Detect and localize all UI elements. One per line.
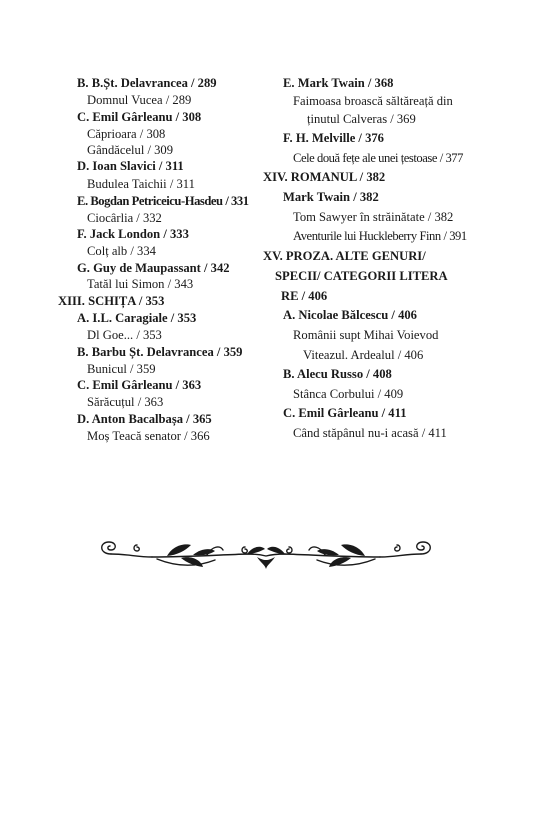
- section-heading: XIII. SCHIȚA / 353: [58, 294, 165, 308]
- toc-entry: Sărăcuțul / 363: [87, 395, 164, 409]
- toc-entry: Stânca Corbului / 409: [293, 387, 404, 401]
- toc-entry: Românii supt Mihai Voievod: [293, 328, 439, 342]
- toc-entry: Bunicul / 359: [87, 362, 156, 376]
- toc-entry: Cele două fețe ale unei țestoase / 377: [293, 151, 463, 165]
- toc-entry: ținutul Calveras / 369: [307, 112, 416, 126]
- floral-divider-icon: [97, 533, 435, 575]
- section-heading: SPECII/ CATEGORII LITERA: [275, 269, 448, 283]
- toc-entry: Când stăpânul nu-i acasă / 411: [293, 426, 447, 440]
- toc-entry: Gândăcelul / 309: [87, 143, 174, 157]
- toc-entry: Colț alb / 334: [87, 244, 156, 258]
- toc-entry: B. Barbu Șt. Delavrancea / 359: [77, 345, 243, 359]
- toc-entry: Ciocârlia / 332: [87, 211, 162, 225]
- toc-entry: Budulea Taichii / 311: [87, 177, 195, 191]
- toc-entry: Aventurile lui Huckleberry Finn / 391: [293, 229, 467, 243]
- section-heading: XV. PROZA. ALTE GENURI/: [263, 249, 426, 263]
- toc-entry: Domnul Vucea / 289: [87, 93, 192, 107]
- toc-entry: B. Alecu Russo / 408: [283, 367, 392, 381]
- toc-entry: C. Emil Gârleanu / 411: [283, 406, 407, 420]
- toc-entry: F. H. Melville / 376: [283, 131, 384, 145]
- toc-entry: E. Bogdan Petriceicu-Hasdeu / 331: [77, 194, 249, 208]
- toc-entry: E. Mark Twain / 368: [283, 76, 394, 90]
- section-heading: RE / 406: [281, 289, 328, 303]
- toc-entry: F. Jack London / 333: [77, 227, 189, 241]
- toc-entry: Moș Teacă senator / 366: [87, 429, 210, 443]
- toc-entry: Mark Twain / 382: [283, 190, 379, 204]
- toc-entry: B. B.Șt. Delavrancea / 289: [77, 76, 217, 90]
- toc-entry: Tatăl lui Simon / 343: [87, 277, 194, 291]
- toc-entry: G. Guy de Maupassant / 342: [77, 261, 230, 275]
- toc-entry: A. Nicolae Bălcescu / 406: [283, 308, 417, 322]
- toc-entry: Faimoasa broască săltăreață din: [293, 94, 453, 108]
- toc-entry: C. Emil Gârleanu / 308: [77, 110, 202, 124]
- toc-entry: Viteazul. Ardealul / 406: [303, 348, 424, 362]
- toc-entry: A. I.L. Caragiale / 353: [77, 311, 197, 325]
- toc-entry: C. Emil Gârleanu / 363: [77, 378, 202, 392]
- toc-entry: D. Ioan Slavici / 311: [77, 159, 184, 173]
- toc-entry: Dl Goe... / 353: [87, 328, 162, 342]
- toc-entry: Căprioara / 308: [87, 127, 166, 141]
- toc-entry: D. Anton Bacalbașa / 365: [77, 412, 212, 426]
- section-heading: XIV. ROMANUL / 382: [263, 170, 386, 184]
- toc-entry: Tom Sawyer în străinătate / 382: [293, 210, 454, 224]
